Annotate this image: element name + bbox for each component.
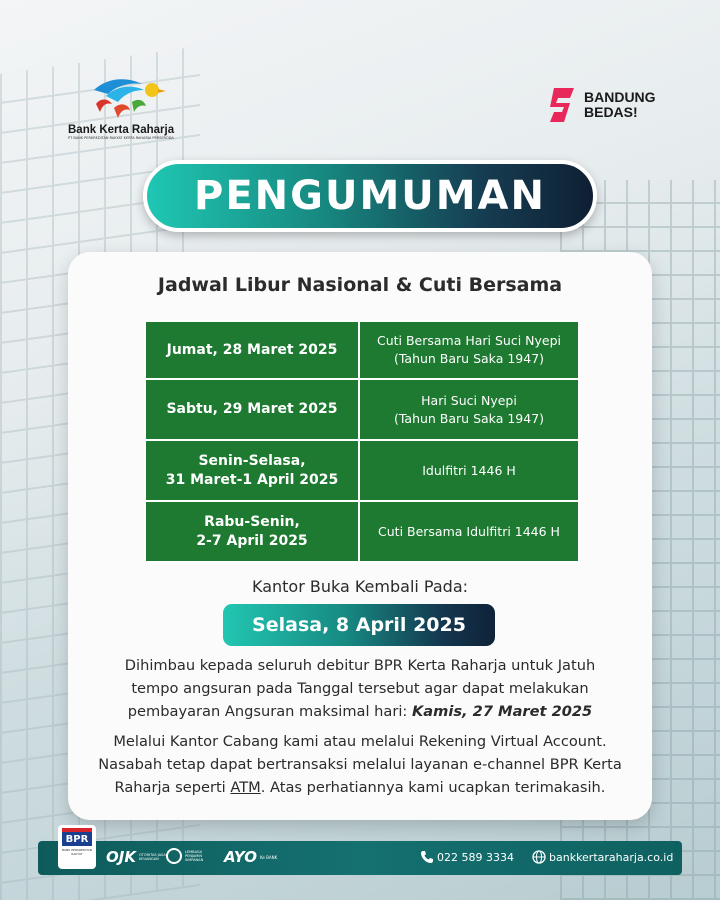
note-cell xyxy=(359,440,579,501)
note-line: Cuti Bersama Hari Suci Nyepi xyxy=(376,333,562,348)
atm-link[interactable]: ATM xyxy=(230,779,261,796)
website-contact[interactable] xyxy=(532,850,673,864)
bank-tagline: PT BANK PERKREDITAN RAKYAT KERTA RAHARJA PERSERODA xyxy=(68,136,174,140)
globe-icon xyxy=(532,850,546,864)
date-line: Jumat, 28 Maret 2025 xyxy=(166,341,338,358)
ayo-sub: Ke BANK xyxy=(259,854,278,860)
paragraph-line: . Atas perhatiannya kami ucapkan terimakasih. xyxy=(260,779,606,796)
reopen-date: Selasa, 8 April 2025 xyxy=(252,614,466,636)
phone-number: 022 589 3334 xyxy=(437,850,514,864)
lps-logo xyxy=(166,848,215,864)
date-cell xyxy=(145,440,359,501)
ojk-label: OJK xyxy=(106,848,136,866)
reopen-date-badge xyxy=(223,604,495,646)
announcement-card xyxy=(68,252,652,820)
website-url: bankkertaraharja.co.id xyxy=(549,850,674,864)
date-line: 31 Maret-1 April 2025 xyxy=(165,471,339,488)
date-line: 2-7 April 2025 xyxy=(196,532,308,549)
paragraph-line: Melalui Kantor Cabang kami atau melalui Rekening Virtual Account. xyxy=(113,733,607,750)
banner-title: PENGUMUMAN xyxy=(194,173,546,219)
service-paragraph xyxy=(88,730,632,799)
paragraph-line: Dihimbau kepada seluruh debitur BPR Kerta Raharja untuk Jatuh xyxy=(124,657,596,674)
table-row xyxy=(145,501,579,562)
instruction-paragraph xyxy=(88,654,632,723)
paragraph-line: Raharja seperti xyxy=(114,779,231,796)
bpr-label: BPR xyxy=(62,828,92,846)
lps-icon xyxy=(166,848,182,864)
partner-line-1: BANDUNG xyxy=(584,89,656,105)
date-line: Rabu-Senin, xyxy=(204,513,300,530)
date-line: Senin-Selasa, xyxy=(198,452,306,469)
footer-bar xyxy=(38,833,682,875)
bandung-bedas-icon xyxy=(548,86,578,124)
due-date: Kamis, 27 Maret 2025 xyxy=(411,703,593,720)
bird-logo-icon xyxy=(86,72,166,122)
bandung-bedas-logo xyxy=(548,86,656,124)
table-row xyxy=(145,379,579,440)
date-line: Sabtu, 29 Maret 2025 xyxy=(166,401,338,417)
note-line: Cuti Bersama Idulfitri 1446 H xyxy=(378,523,560,539)
note-line: (Tahun Baru Saka 1947) xyxy=(393,410,545,426)
ojk-sub: OTORITAS JASA KEUANGAN xyxy=(138,853,166,861)
date-cell xyxy=(145,501,359,562)
note-line: Idulfitri 1446 H xyxy=(422,462,516,478)
bank-kerta-raharja-logo xyxy=(68,72,178,140)
date-cell xyxy=(145,379,359,440)
note-line: (Tahun Baru Saka 1947) xyxy=(393,351,545,366)
note-cell xyxy=(359,321,579,379)
phone-contact[interactable] xyxy=(420,850,514,864)
date-cell xyxy=(145,321,359,379)
reopen-label: Kantor Buka Kembali Pada: xyxy=(251,577,469,596)
ayo-label: AYO xyxy=(224,848,257,866)
bpr-logo xyxy=(58,825,96,869)
lps-sub: LEMBAGA PENJAMIN SIMPANAN xyxy=(185,850,204,862)
note-line: Hari Suci Nyepi xyxy=(421,392,517,408)
bpr-sub: BANK PERKREDITAN RAKYAT xyxy=(61,848,93,856)
card-title: Jadwal Libur Nasional & Cuti Bersama xyxy=(157,274,563,296)
phone-icon xyxy=(420,850,434,864)
paragraph-line: Nasabah tetap dapat bertransaksi melalui layanan e-channel BPR Kerta xyxy=(98,756,622,773)
paragraph-line: tempo angsuran pada Tanggal tersebut agar dapat melakukan xyxy=(131,680,589,697)
note-cell xyxy=(359,379,579,440)
partner-line-2: BEDAS! xyxy=(584,104,638,120)
bank-name: Bank Kerta Raharja xyxy=(68,124,175,136)
paragraph-line: pembayaran Angsuran maksimal hari: xyxy=(127,703,412,720)
ojk-logo xyxy=(106,848,167,866)
note-cell xyxy=(359,501,579,562)
table-row xyxy=(145,321,579,379)
holiday-schedule-table xyxy=(144,320,580,563)
announcement-banner xyxy=(143,160,597,232)
table-row xyxy=(145,440,579,501)
ayo-ke-bank-logo xyxy=(224,848,277,866)
